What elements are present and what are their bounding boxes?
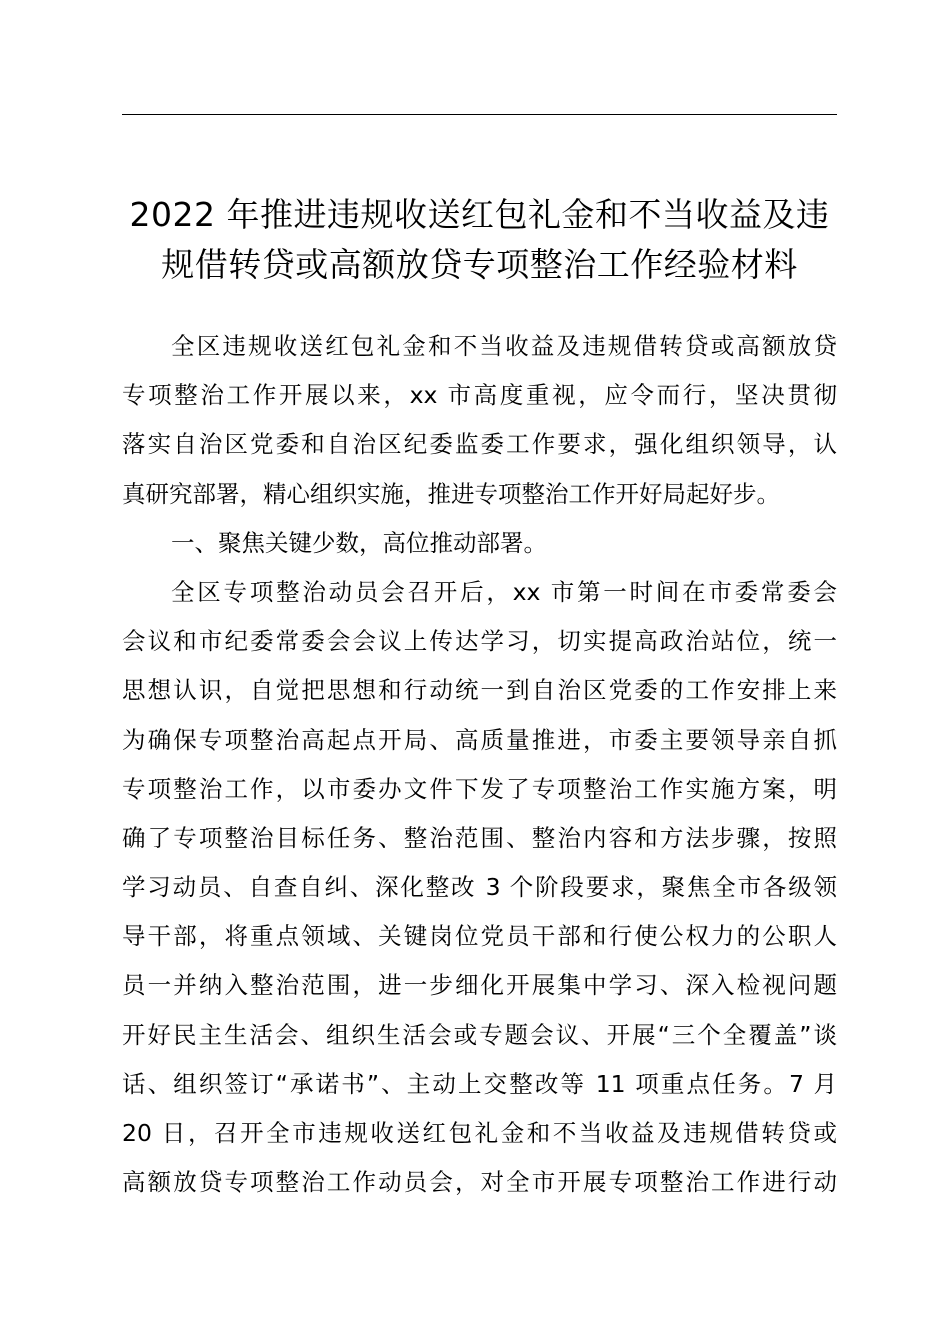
section-heading-1: [122, 519, 837, 568]
paragraph-section-1: [122, 568, 837, 1207]
title-line: 规借转贷或高额放贷专项整治工作经验材料: [161, 245, 798, 285]
body-line: 话、组织签订“承诺书”、主动上交整改等 11 项重点任务。7 月: [122, 1069, 837, 1098]
header-rule: [122, 114, 837, 115]
paragraph-intro: [122, 322, 837, 519]
section-heading: 一、聚焦关键少数，高位推动部署。: [171, 528, 547, 557]
body-line: 20 日，召开全市违规收送红包礼金和不当收益及违规借转贷或: [122, 1119, 837, 1147]
body-line: 会议和市纪委常委会会议上传达学习，切实提高政治站位，统一: [122, 627, 837, 656]
body-line: 落实自治区党委和自治区纪委监委工作要求，强化组织领导，认: [122, 430, 837, 459]
body-line: 全区专项整治动员会召开后，xx 市第一时间在市委常委会: [171, 577, 837, 606]
document-title: [110, 190, 849, 290]
body-line: 员一并纳入整治范围，进一步细化开展集中学习、深入检视问题: [122, 971, 837, 1000]
body-line: 专项整治工作，以市委办文件下发了专项整治工作实施方案，明: [122, 774, 837, 803]
body-line: 开好民主生活会、组织生活会或专题会议、开展“三个全覆盖”谈: [122, 1020, 837, 1049]
body-line: 全区违规收送红包礼金和不当收益及违规借转贷或高额放贷: [171, 332, 837, 360]
body-line: 确了专项整治目标任务、整治范围、整治内容和方法步骤，按照: [122, 823, 837, 852]
body-line: 导干部，将重点领域、关键岗位党员干部和行使公权力的公职人: [122, 922, 837, 951]
body-line: 真研究部署，精心组织实施，推进专项整治工作开好局起好步。: [122, 479, 780, 508]
body-line: 学习动员、自查自纠、深化整改 3 个阶段要求，聚焦全市各级领: [122, 873, 837, 902]
body-line: 思想认识，自觉把思想和行动统一到自治区党委的工作安排上来: [122, 676, 837, 705]
title-line: 2022 年推进违规收送红包礼金和不当收益及违: [129, 195, 830, 235]
body-line: 专项整治工作开展以来，xx 市高度重视，应令而行，坚决贯彻: [122, 381, 837, 410]
body-line: 为确保专项整治高起点开局、高质量推进，市委主要领导亲自抓: [122, 725, 837, 754]
document-body: [122, 322, 837, 1207]
body-line: 高额放贷专项整治工作动员会，对全市开展专项整治工作进行动: [122, 1168, 837, 1197]
